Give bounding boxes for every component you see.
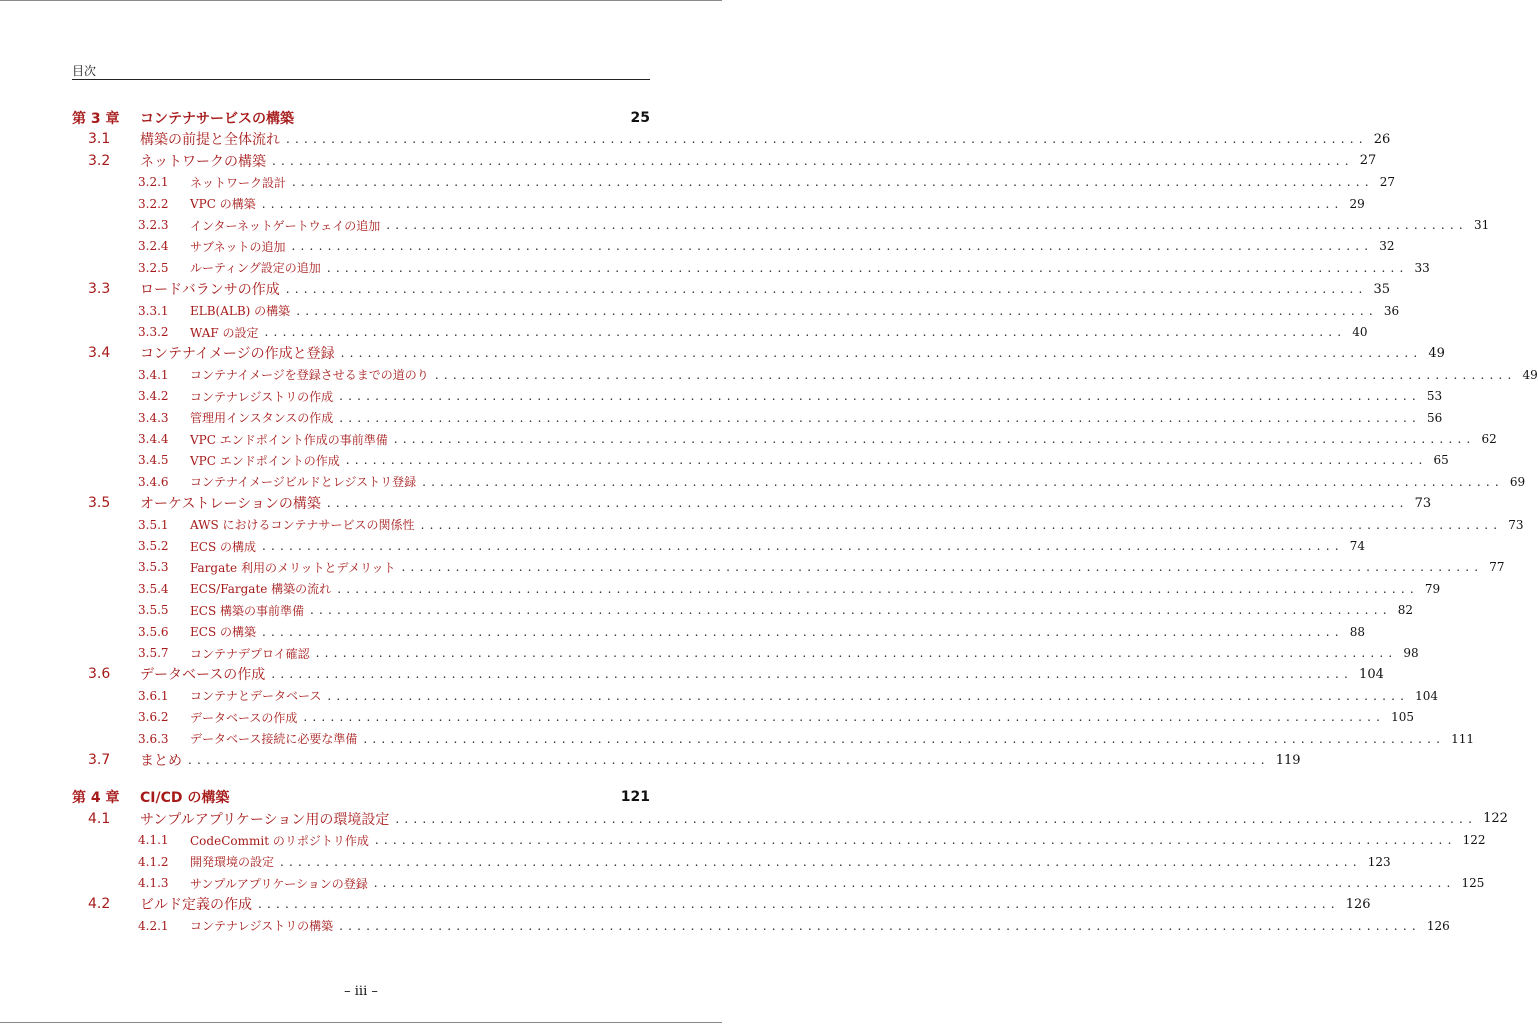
- toc-entry-section[interactable]: [72, 664, 1384, 684]
- page-number: – iii –: [344, 984, 378, 999]
- toc-entry-title: ルーティング設定の追加: [190, 261, 321, 276]
- toc-entry-title: コンテナとデータベース: [190, 689, 322, 704]
- dot-leader: ........................................................................................................................: [286, 132, 1368, 147]
- toc-entry-number: 3.5.3: [138, 560, 169, 575]
- toc-entry-title: ネットワークの構築: [140, 153, 266, 170]
- toc-entry-page: 82: [1397, 603, 1413, 618]
- dot-leader: ........................................................................................................................: [374, 833, 1457, 848]
- toc-entry-title: ビルド定義の作成: [140, 897, 252, 914]
- dot-leader: ........................................................................................................................: [339, 918, 1421, 933]
- toc-entry-page: 119: [1275, 752, 1301, 768]
- toc-entry-number: 3.7: [88, 752, 111, 768]
- toc-entry-number: 3.4.6: [138, 474, 169, 489]
- dot-leader: ........................................................................................................................: [326, 260, 1409, 275]
- toc-entry-title: インターネットゲートウェイの追加: [190, 218, 381, 233]
- toc-entry-number: 3.5.4: [138, 581, 169, 596]
- toc-entry-subsection[interactable]: [72, 194, 1365, 214]
- toc-entry-number: 3.6.2: [138, 710, 169, 725]
- toc-entry-page: 53: [1426, 389, 1443, 404]
- dot-leader: ........................................................................................................................: [434, 367, 1517, 382]
- toc-entry-title: VPC エンドポイント作成の事前準備: [190, 432, 388, 447]
- toc-entry-page: 40: [1352, 325, 1368, 339]
- dot-leader: ........................................................................................................................: [340, 346, 1423, 361]
- toc-entry-page: 77: [1489, 560, 1505, 575]
- dot-leader: ........................................................................................................................: [337, 581, 1419, 596]
- toc-entry-subsection[interactable]: [72, 365, 1538, 385]
- toc-entry-subsection[interactable]: [72, 622, 1365, 642]
- toc-entry-number: 第 3 章: [72, 111, 120, 127]
- toc-entry-page: 126: [1345, 896, 1371, 912]
- toc-entry-number: 4.2.1: [138, 918, 169, 933]
- toc-entry-subsection[interactable]: [72, 579, 1441, 599]
- toc-entry-page: 121: [620, 789, 650, 806]
- dot-leader: ........................................................................................................................: [326, 496, 1409, 511]
- toc-entry-page: 56: [1427, 410, 1443, 425]
- top-border: [0, 0, 722, 1]
- dot-leader: ........................................................................................................................: [261, 624, 1344, 639]
- toc-entry-title: AWS におけるコンテナサービスの関係性: [190, 518, 415, 533]
- toc-entry-number: 4.1.2: [138, 854, 169, 869]
- toc-entry-title: データベースの作成: [190, 710, 298, 725]
- toc-entry-number: 4.1.1: [138, 833, 169, 848]
- dot-leader: ........................................................................................................................: [327, 688, 1410, 703]
- toc-entry-number: 3.5.6: [138, 624, 169, 639]
- toc-entry-title: コンテナイメージを登録させるまでの道のり: [190, 368, 429, 383]
- toc-entry-section[interactable]: [72, 809, 1508, 829]
- toc-entry-subsection[interactable]: [72, 172, 1396, 192]
- toc-entry-number: 3.4.5: [138, 453, 169, 468]
- toc-entry-section[interactable]: [72, 343, 1445, 363]
- dot-leader: ........................................................................................................................: [280, 854, 1362, 869]
- toc-entry-number: 3.2.4: [138, 239, 169, 254]
- dot-leader: ........................................................................................................................: [422, 474, 1504, 489]
- dot-leader: ........................................................................................................................: [363, 731, 1446, 746]
- toc-entry-number: 3.6.1: [138, 688, 169, 703]
- toc-entry-number: 第 4 章: [72, 790, 120, 807]
- toc-entry-section[interactable]: [72, 750, 1301, 770]
- bottom-border: [0, 1022, 722, 1023]
- toc-entry-page: 31: [1473, 218, 1490, 232]
- toc-entry-number: 3.5.7: [138, 646, 169, 660]
- toc-entry-page: 123: [1367, 854, 1391, 869]
- dot-leader: ........................................................................................................................: [261, 196, 1344, 211]
- toc-entry-page: 26: [1373, 131, 1391, 147]
- dot-leader: ........................................................................................................................: [339, 410, 1422, 425]
- dot-leader: ........................................................................................................................: [271, 667, 1354, 682]
- toc-entry-title: データベースの作成: [140, 667, 266, 684]
- toc-entry-number: 3.2.2: [138, 196, 169, 211]
- toc-entry-number: 3.4.3: [138, 410, 169, 425]
- toc-entry-subsection[interactable]: [72, 536, 1365, 556]
- toc-entry-number: 3.6: [88, 666, 111, 683]
- toc-entry-number: 3.5.2: [138, 539, 169, 553]
- dot-leader: ........................................................................................................................: [420, 517, 1503, 532]
- toc-entry-page: 88: [1349, 624, 1365, 639]
- toc-entry-page: 65: [1433, 453, 1449, 468]
- toc-entry-title: ECS の構築: [190, 625, 256, 640]
- toc-entry-subsection[interactable]: [72, 600, 1413, 620]
- toc-entry-chapter[interactable]: [72, 108, 650, 128]
- dot-leader: ........................................................................................................................: [292, 175, 1374, 190]
- toc-entry-title: コンテナイメージの作成と登録: [140, 346, 335, 363]
- dot-leader: ........................................................................................................................: [395, 811, 1478, 826]
- toc-entry-title: 開発環境の設定: [190, 855, 275, 870]
- toc-entry-number: 3.1: [88, 131, 111, 148]
- toc-entry-number: 3.2.1: [138, 175, 169, 190]
- toc-entry-subsection[interactable]: [72, 429, 1497, 449]
- toc-entry-page: 111: [1451, 731, 1475, 746]
- toc-entry-subsection[interactable]: [72, 852, 1391, 872]
- running-header: [72, 60, 650, 80]
- toc-entry-title: オーケストレーションの構築: [140, 496, 321, 513]
- toc-entry-number: 3.2.5: [138, 260, 169, 275]
- toc-entry-subsection[interactable]: [72, 301, 1400, 321]
- toc-entry-page: 27: [1379, 175, 1396, 190]
- dot-leader: ........................................................................................................................: [401, 560, 1484, 575]
- dot-leader: ........................................................................................................................: [258, 897, 1340, 912]
- toc-entry-number: 3.5: [88, 495, 111, 512]
- toc-entry-page: 69: [1509, 474, 1526, 489]
- dot-leader: ........................................................................................................................: [386, 218, 1468, 232]
- toc-entry-page: 126: [1426, 918, 1450, 933]
- toc-entry-page: 122: [1462, 833, 1486, 848]
- toc-entry-title: ECS 構築の事前準備: [190, 603, 304, 618]
- toc-entry-number: 3.4.2: [138, 389, 169, 404]
- dot-leader: ........................................................................................................................: [188, 753, 1270, 767]
- toc-entry-title: ECS の構成: [190, 539, 256, 554]
- toc-entry-section[interactable]: [72, 151, 1377, 171]
- toc-entry-page: 122: [1483, 811, 1508, 827]
- toc-entry-subsection[interactable]: [72, 729, 1475, 749]
- toc-entry-subsection[interactable]: [72, 258, 1430, 278]
- toc-entry-subsection[interactable]: [72, 472, 1526, 492]
- toc-entry-title: CI/CD の構築: [140, 790, 230, 807]
- dot-leader: ........................................................................................................................: [309, 603, 1392, 618]
- toc-entry-subsection[interactable]: [72, 515, 1524, 535]
- toc-entry-page: 25: [630, 110, 650, 126]
- toc-entry-title: ELB(ALB) の構築: [190, 304, 291, 319]
- toc-entry-page: 49: [1428, 345, 1445, 361]
- toc-entry-page: 125: [1461, 876, 1485, 890]
- toc-entry-number: 3.4.1: [138, 367, 169, 382]
- toc-entry-page: 98: [1403, 646, 1419, 660]
- toc-entry-number: 3.6.3: [138, 731, 169, 746]
- toc-entry-title: コンテナレジストリの構築: [190, 919, 334, 934]
- toc-entry-page: 36: [1383, 303, 1400, 318]
- toc-entry-section[interactable]: [72, 894, 1371, 914]
- toc-entry-subsection[interactable]: [72, 215, 1490, 235]
- toc-entry-subsection[interactable]: [72, 873, 1485, 893]
- toc-entry-page: 32: [1379, 239, 1395, 254]
- toc-entry-subsection[interactable]: [72, 386, 1443, 406]
- toc-entry-section[interactable]: [72, 129, 1391, 149]
- toc-entry-number: 3.3.1: [138, 303, 169, 318]
- toc-entry-subsection[interactable]: [72, 557, 1505, 577]
- toc-entry-title: CodeCommit のリポジトリ作成: [190, 833, 369, 848]
- toc-entry-title: コンテナサービスの構築: [140, 111, 294, 127]
- toc-entry-section[interactable]: [72, 279, 1391, 299]
- toc-entry-title: コンテナデプロイ確認: [190, 646, 310, 661]
- toc-entry-subsection[interactable]: [72, 707, 1415, 727]
- toc-entry-section[interactable]: [72, 493, 1432, 513]
- toc-entry-page: 49: [1522, 367, 1538, 382]
- toc-entry-title: Fargate 利用のメリットとデメリット: [190, 560, 396, 575]
- toc-entry-title: ネットワーク設計: [190, 175, 287, 190]
- dot-leader: ........................................................................................................................: [303, 710, 1386, 725]
- dot-leader: ........................................................................................................................: [315, 646, 1398, 660]
- dot-leader: ........................................................................................................................: [285, 282, 1368, 297]
- toc-entry-title: まとめ: [140, 753, 182, 769]
- toc-entry-subsection[interactable]: [72, 322, 1368, 342]
- toc-entry-subsection[interactable]: [72, 686, 1439, 706]
- toc-entry-title: コンテナレジストリの作成: [190, 389, 334, 404]
- dot-leader: ........................................................................................................................: [272, 153, 1354, 168]
- toc-entry-number: 3.2.3: [138, 218, 169, 232]
- running-header-title: 目次: [72, 64, 97, 78]
- dot-leader: ........................................................................................................................: [291, 239, 1374, 254]
- toc-entry-subsection[interactable]: [72, 830, 1486, 850]
- toc-entry-title: サンプルアプリケーションの登録: [190, 876, 368, 891]
- toc-entry-number: 3.5.1: [138, 517, 169, 532]
- toc-entry-subsection[interactable]: [72, 916, 1450, 936]
- toc-entry-page: 74: [1349, 539, 1365, 553]
- toc-entry-page: 105: [1391, 710, 1415, 725]
- toc-entry-number: 3.2: [88, 152, 111, 169]
- toc-entry-page: 29: [1349, 196, 1365, 211]
- toc-entry-page: 79: [1424, 581, 1441, 596]
- toc-entry-title: コンテナイメージビルドとレジストリ登録: [190, 475, 417, 490]
- toc-entry-number: 4.2: [88, 896, 111, 913]
- toc-entry-number: 3.4.4: [138, 432, 169, 446]
- toc-entry-title: WAF の設定: [190, 325, 259, 340]
- toc-entry-title: VPC の構築: [190, 197, 256, 212]
- dot-leader: ........................................................................................................................: [345, 453, 1428, 468]
- toc-entry-number: 4.1: [88, 810, 111, 827]
- toc-entry-subsection[interactable]: [72, 236, 1395, 256]
- toc-entry-page: 27: [1359, 153, 1377, 169]
- dot-leader: ........................................................................................................................: [261, 539, 1344, 553]
- dot-leader: ........................................................................................................................: [373, 876, 1456, 890]
- toc-entry-number: 4.1.3: [138, 876, 169, 890]
- toc-entry-title: データベース接続に必要な準備: [190, 732, 358, 747]
- toc-entry-chapter[interactable]: [72, 787, 650, 807]
- toc-entry-number: 3.3: [88, 281, 111, 298]
- toc-entry-number: 3.5.5: [138, 603, 169, 618]
- toc-entry-subsection[interactable]: [72, 643, 1419, 663]
- toc-entry-title: ロードバランサの作成: [140, 282, 280, 299]
- toc-entry-page: 73: [1414, 495, 1432, 511]
- toc-entry-page: 35: [1373, 281, 1391, 297]
- dot-leader: ........................................................................................................................: [296, 303, 1378, 318]
- toc-entry-title: ECS/Fargate 構築の流れ: [190, 582, 332, 597]
- toc-entry-title: サブネットの追加: [190, 239, 286, 254]
- toc-entry-number: 3.4: [88, 345, 111, 362]
- dot-leader: ........................................................................................................................: [264, 325, 1347, 339]
- dot-leader: ........................................................................................................................: [339, 389, 1421, 404]
- toc-entry-title: 構築の前提と全体流れ: [140, 132, 280, 149]
- dot-leader: ........................................................................................................................: [393, 432, 1476, 446]
- toc-entry-title: VPC エンドポイントの作成: [190, 453, 340, 468]
- toc-entry-number: 3.3.2: [138, 325, 169, 339]
- toc-entry-page: 62: [1481, 432, 1497, 446]
- toc-entry-subsection[interactable]: [72, 408, 1443, 428]
- toc-entry-subsection[interactable]: [72, 450, 1449, 470]
- toc-entry-page: 73: [1508, 517, 1524, 532]
- toc-entry-page: 104: [1415, 688, 1439, 703]
- toc-entry-title: サンプルアプリケーション用の環境設定: [140, 811, 390, 828]
- toc-entry-page: 33: [1414, 260, 1430, 275]
- toc-entry-title: 管理用インスタンスの作成: [190, 411, 334, 426]
- toc-entry-page: 104: [1359, 666, 1384, 682]
